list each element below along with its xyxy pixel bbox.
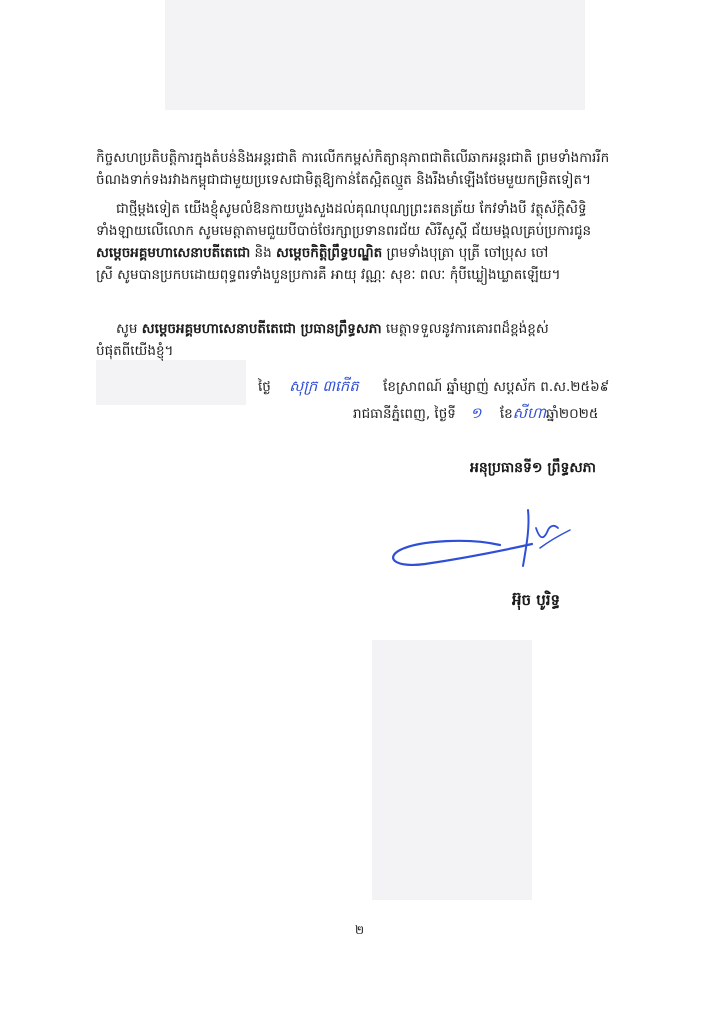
solar-month-label: ខែ <box>499 406 513 422</box>
solar-year: ឆ្នាំ២០២៥ <box>546 406 599 422</box>
paragraph-text: ព្រមទាំងបុត្រា បុត្រី ចៅប្រុស ចៅ <box>382 245 549 261</box>
lunar-date-rest: ខែស្រាពណ៍ ឆ្នាំម្សាញ់ សប្តស័ក ព.ស.២៥៦៩ <box>383 379 610 395</box>
paragraph-line: កិច្ចសហប្រតិបត្តិការក្នុងតំបន់និងអន្តរជាតិ ការលើកកម្ពស់កិត្យានុភាពជាតិលើឆាកអន្តរជាតិ ព្រមទាំងការរីក <box>96 150 610 166</box>
paragraph-line <box>96 318 656 340</box>
honorific-name: សម្តេចអគ្គមហាសេនាបតីតេជោ ប្រធានព្រឹទ្ធសភា <box>141 321 382 337</box>
handwritten-signature <box>380 500 580 580</box>
lunar-date-handwritten: សុក្រ ៣កើត <box>289 377 359 395</box>
scan-smudge-top <box>165 0 585 110</box>
scan-smudge-bottom <box>372 640 532 900</box>
lunar-date-label: ថ្ងៃ <box>258 379 271 395</box>
solar-month-handwritten: សីហា <box>512 404 546 422</box>
honorific-name: សម្តេចអគ្គមហាសេនាបតីតេជោ <box>96 245 251 261</box>
paragraph-line: ទាំងឡាយលើលោក សូមមេត្តាតាមជួយបីបាច់ថែរក្សាប្រទានពរជ័យ សិរីសួស្តី ជ័យមង្គលគ្រប់ប្រការជូន <box>96 223 592 239</box>
signatory-name: អ៊ុច បូរិទ្ធ <box>512 591 561 609</box>
solar-date-prefix: រាជធានីភ្នំពេញ, ថ្ងៃទី <box>353 406 456 422</box>
paragraph-closing <box>96 318 656 362</box>
lunar-date-line <box>258 377 609 399</box>
solar-day-handwritten: ១ <box>470 404 482 422</box>
honorific-name: សម្តេចកិត្តិព្រឹទ្ធបណ្ឌិត <box>275 245 383 261</box>
conjunction: និង <box>250 245 276 261</box>
paragraph-blessing <box>96 198 656 286</box>
paragraph-line <box>96 242 656 264</box>
signatory-title: អនុប្រធានទី១ ព្រឹទ្ធសភា <box>470 460 597 476</box>
paragraph-text: សូម <box>116 321 142 337</box>
page-number: ២ <box>355 923 365 937</box>
paragraph-cooperation <box>96 147 656 191</box>
solar-date-line <box>353 404 598 426</box>
paragraph-line: ចំណងទាក់ទងរវាងកម្ពុជាជាមួយប្រទេសជាមិត្តឱ្យកាន់តែស្អិតល្មួត និងរឹងមាំឡើងថែមមួយកម្រិតទៀត។ <box>96 172 591 188</box>
paragraph-text: មេត្តាទទួលនូវការគោរពដ៏ខ្ពង់ខ្ពស់ <box>381 321 549 337</box>
paragraph-line: ជាថ្មីម្តងទៀត យើងខ្ញុំសូមលំឱនកាយបួងសួងដល់គុណបុណ្យព្រះរតនត្រ័យ កែវទាំងបី វត្ថុស័ក្តិសិទ្ធិ <box>116 201 587 217</box>
paragraph-line: ស្រី សូមបានប្រកបដោយពុទ្ធពរទាំងបួនប្រការគឺ អាយុ វណ្ណៈ សុខៈ ពលៈ កុំបីឃ្លៀងឃ្លាតឡើយ។ <box>96 267 561 283</box>
scan-smudge-left <box>96 360 246 405</box>
paragraph-line: បំផុតពីយើងខ្ញុំ។ <box>96 343 174 359</box>
